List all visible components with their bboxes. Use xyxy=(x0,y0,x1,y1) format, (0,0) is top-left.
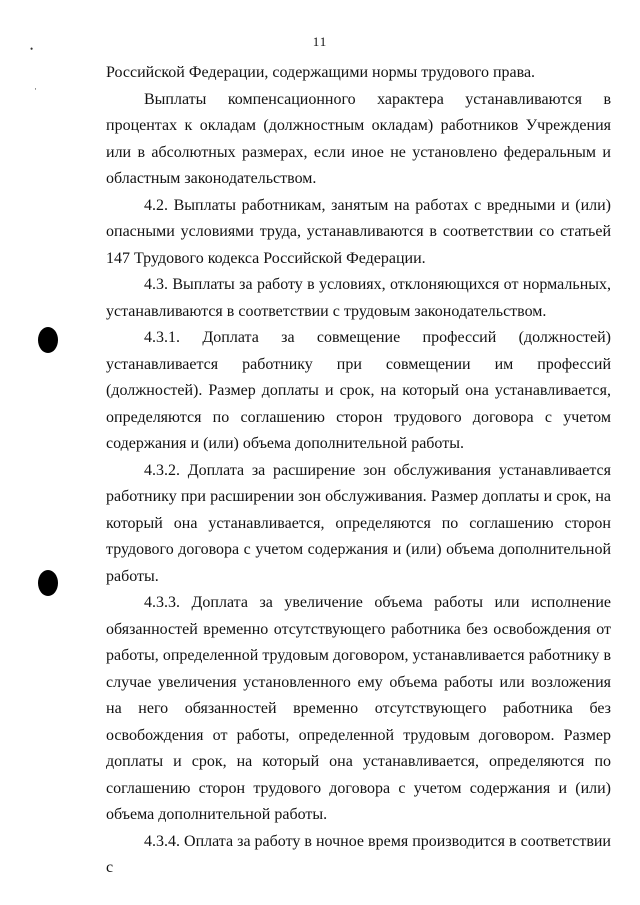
scan-speck: • xyxy=(30,44,34,54)
paragraph-4-3-4: 4.3.4. Оплата за работу в ночное время производится в соответствии с xyxy=(106,832,611,876)
paragraph-4-3-1: 4.3.1. Доплата за совмещение профессий (должностей) устанавливается работнику при совмещении им профессий (должностей). Размер доплаты и срок, на который она устанавливается, определяются по соглашению сторон трудового договора с учетом содержания и (или) объема дополнительной работы. xyxy=(106,329,611,452)
paragraph-continuation: Российской Федерации, содержащими нормы трудового права. xyxy=(106,64,536,81)
page-number: 11 xyxy=(312,34,328,49)
paragraph-4-2: 4.2. Выплаты работникам, занятым на работах с вредными и (или) опасными условиями труда, устанавливаются в соответствии со статьей 147 Трудового кодекса Российской Федерации. xyxy=(106,196,611,267)
scan-speck: · xyxy=(34,84,37,94)
document-body xyxy=(106,60,611,882)
hole-punch-mark xyxy=(38,570,58,596)
paragraph-4-3-2: 4.3.2. Доплата за расширение зон обслуживания устанавливается работнику при расширении зон обслуживания. Размер доплаты и срок, на который она устанавливается, определяются по соглашению сторон трудового договора с учетом содержания и (или) объема дополнительной работы. xyxy=(106,461,611,585)
paragraph-4-3-3: 4.3.3. Доплата за увеличение объема работы или исполнение обязанностей временно отсутствующего работника без освобождения от работы, определенной трудовым договором, устанавливается работнику в случае увеличения установленного ему объема работы или возложения на него обязанностей временно отсутствующего работника без освобождения от работы, определенной трудовым договором. Размер доплаты и срок, на который она устанавливается, определяются по соглашению сторон трудового договора с учетом содержания и (или) объема дополнительной работы. xyxy=(106,594,611,823)
paragraph-4-3: 4.3. Выплаты за работу в условиях, отклоняющихся от нормальных, устанавливаются в соответствии с трудовым законодательством. xyxy=(106,276,611,320)
paragraph-compensation-payments: Выплаты компенсационного характера устанавливаются в процентах к окладам (должностным окладам) работников Учреждения или в абсолютных размерах, если иное не установлено федеральным и областным законодательством. xyxy=(106,90,611,187)
hole-punch-mark xyxy=(38,327,58,353)
